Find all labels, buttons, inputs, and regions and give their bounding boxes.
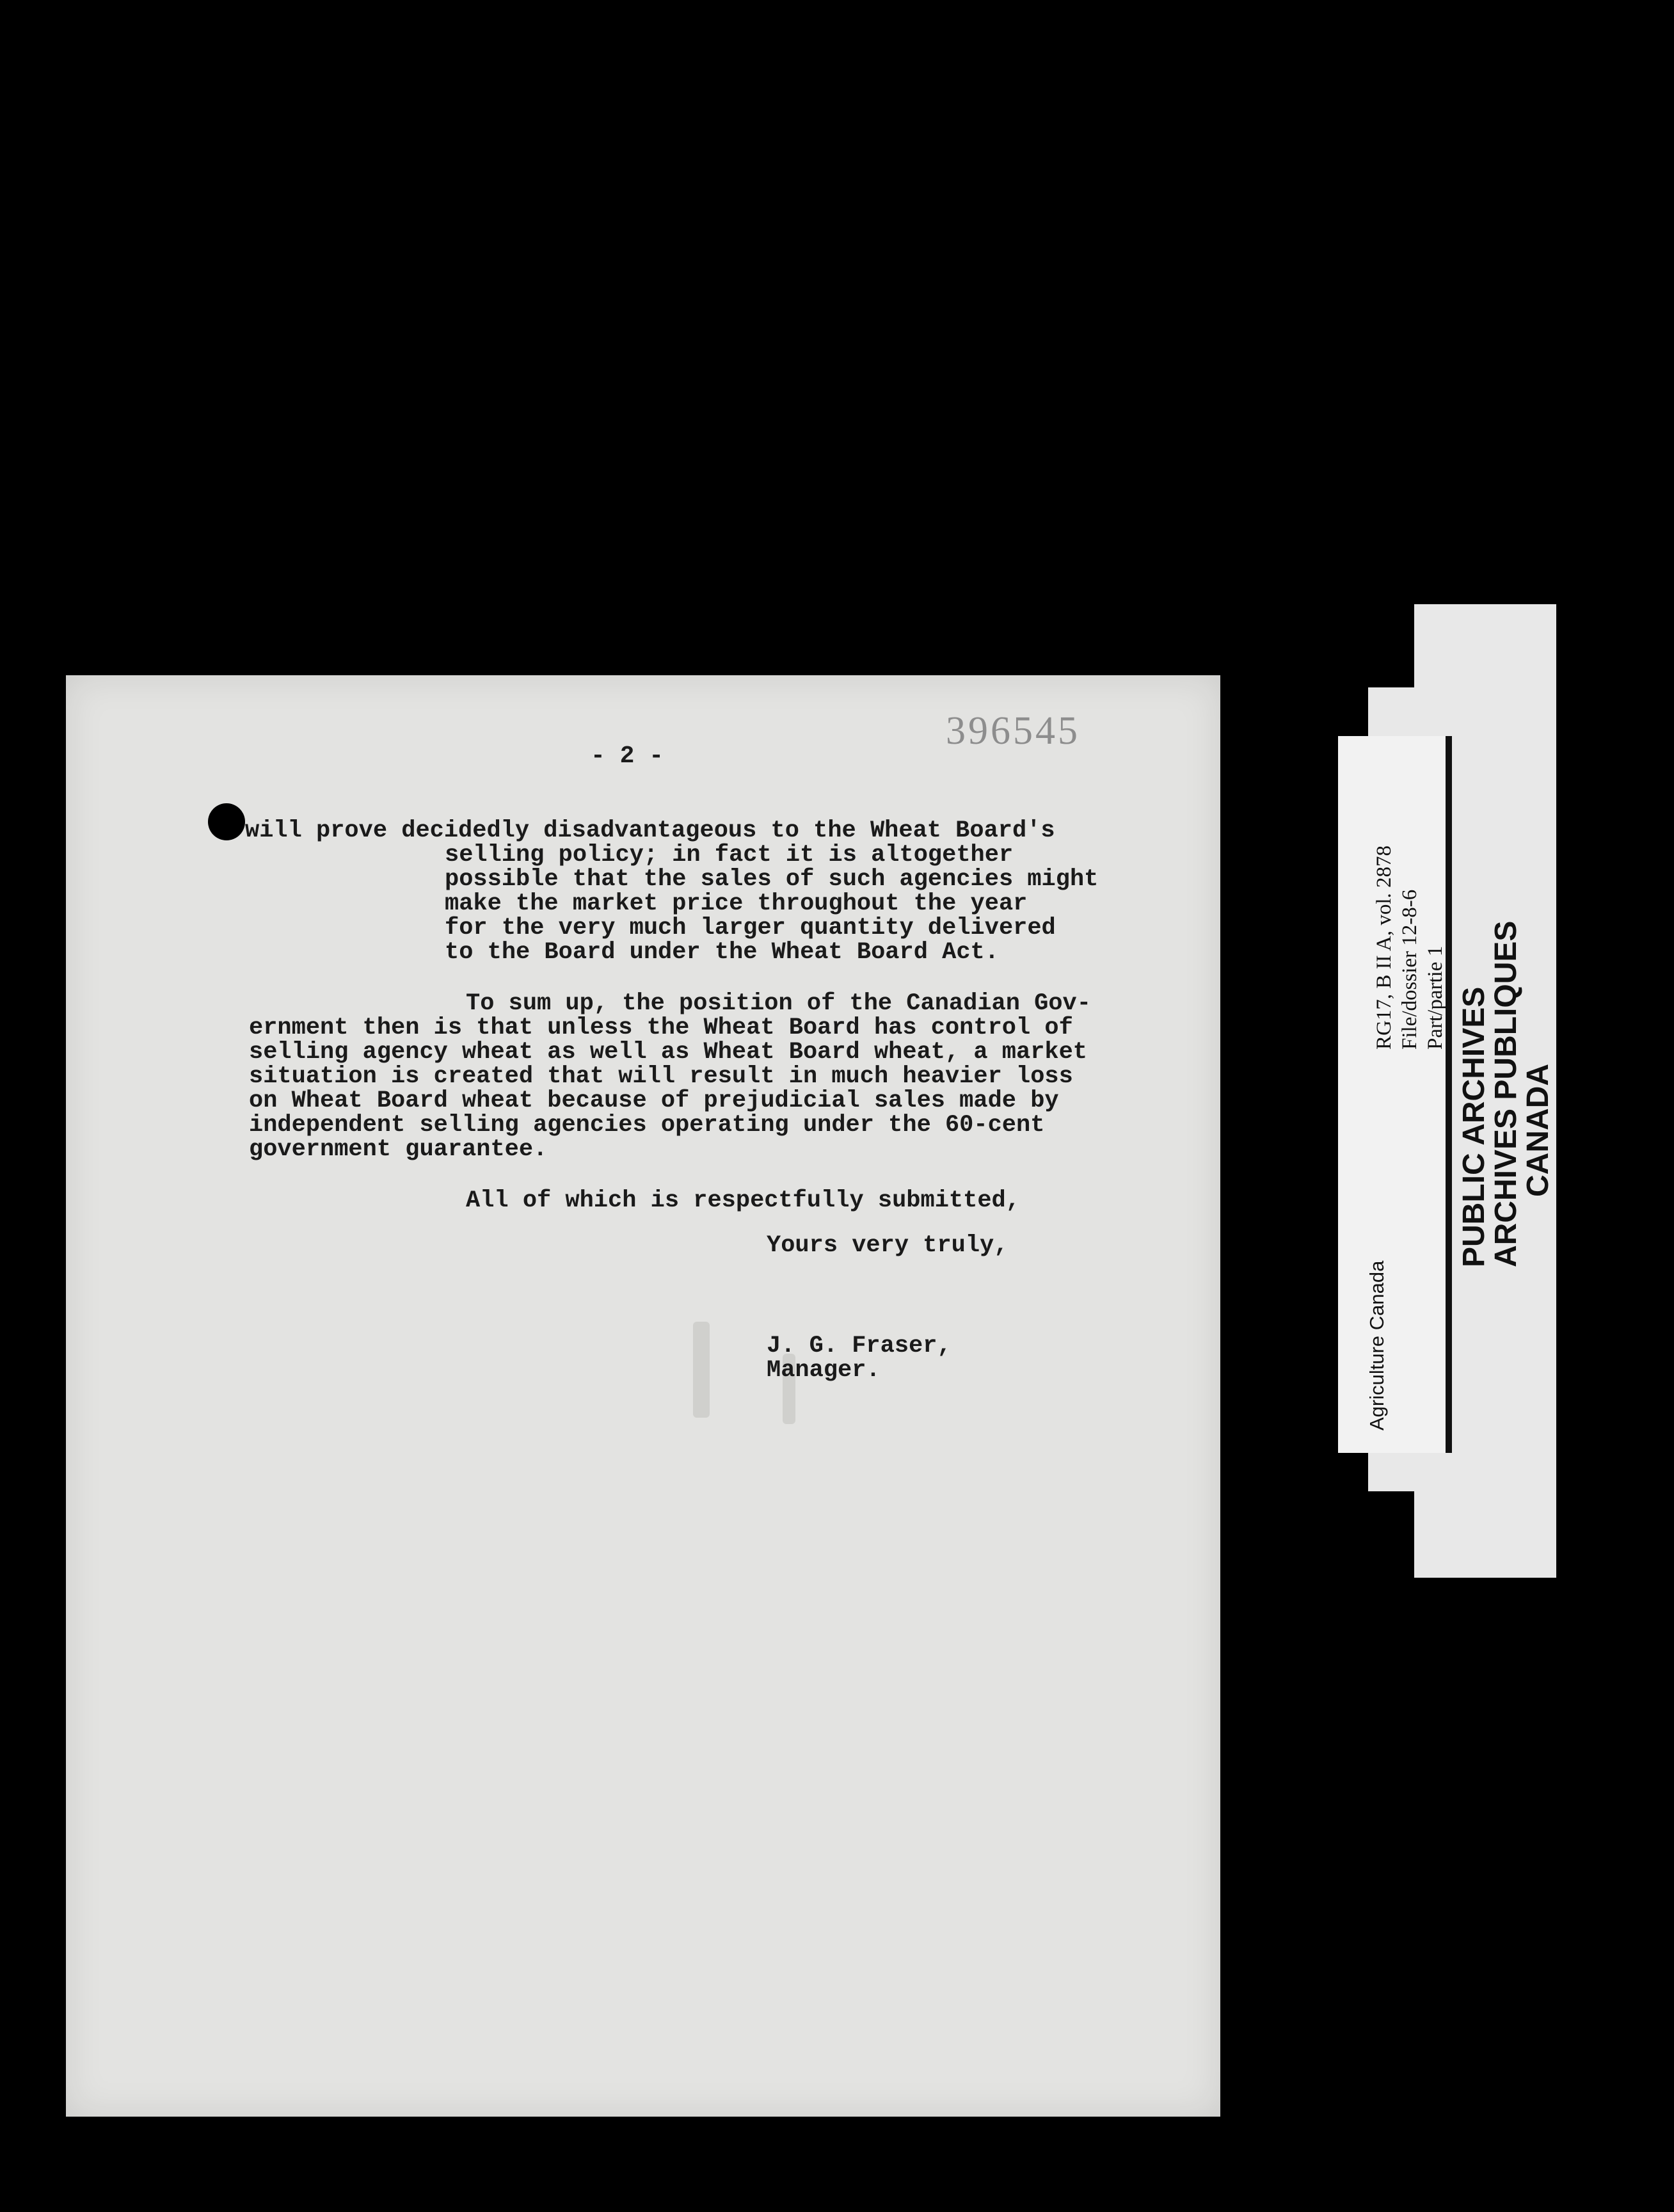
body-line-6: to the Board under the Wheat Board Act. xyxy=(445,939,999,966)
signer-title: Manager. xyxy=(767,1357,881,1384)
body-line-1: will prove decidedly disadvantageous to the Wheat Board's xyxy=(245,817,1055,844)
archive-stamp-number: 396545 xyxy=(946,709,1080,753)
archive-name-line-3: CANADA xyxy=(1521,1064,1555,1197)
body-line-8: ernment then is that unless the Wheat Board has control of xyxy=(249,1014,1073,1041)
page-number: - 2 - xyxy=(591,742,664,770)
body-line-3: possible that the sales of such agencies might xyxy=(445,866,1099,893)
archive-reference-card xyxy=(1338,736,1452,1453)
closing-line: All of which is respectfully submitted, xyxy=(466,1187,1020,1214)
label-reference-line-2: File/dossier 12-8-6 xyxy=(1398,889,1421,1050)
body-line-5: for the very much larger quantity delivered xyxy=(445,915,1056,942)
body-line-4: make the market price throughout the year xyxy=(445,890,1028,917)
body-line-12: independent selling agencies operating under the 60-cent xyxy=(249,1112,1045,1139)
bleed-through-mark xyxy=(693,1322,710,1418)
label-reference-line-3: Part/partie 1 xyxy=(1424,945,1447,1050)
signer-name: J. G. Fraser, xyxy=(767,1333,952,1359)
letter-page xyxy=(66,675,1220,2117)
archive-name-line-1: PUBLIC ARCHIVES xyxy=(1457,986,1491,1267)
body-line-7: To sum up, the position of the Canadian Gov- xyxy=(466,990,1091,1017)
body-line-10: situation is created that will result in much heavier loss xyxy=(249,1063,1073,1090)
body-line-9: selling agency wheat as well as Wheat Board wheat, a market xyxy=(249,1039,1088,1066)
label-department: Agriculture Canada xyxy=(1366,1260,1388,1431)
body-line-13: government guarantee. xyxy=(249,1136,548,1163)
archive-name-line-2: ARCHIVES PUBLIQUES xyxy=(1489,920,1523,1267)
salutation: Yours very truly, xyxy=(767,1232,1008,1259)
label-notch xyxy=(1368,604,1414,687)
body-line-11: on Wheat Board wheat because of prejudicial sales made by xyxy=(249,1087,1059,1114)
punch-hole xyxy=(208,803,245,840)
label-notch xyxy=(1368,1491,1414,1578)
body-line-2: selling policy; in fact it is altogether xyxy=(445,842,1014,869)
label-reference-line-1: RG17, B II A, vol. 2878 xyxy=(1373,845,1396,1050)
